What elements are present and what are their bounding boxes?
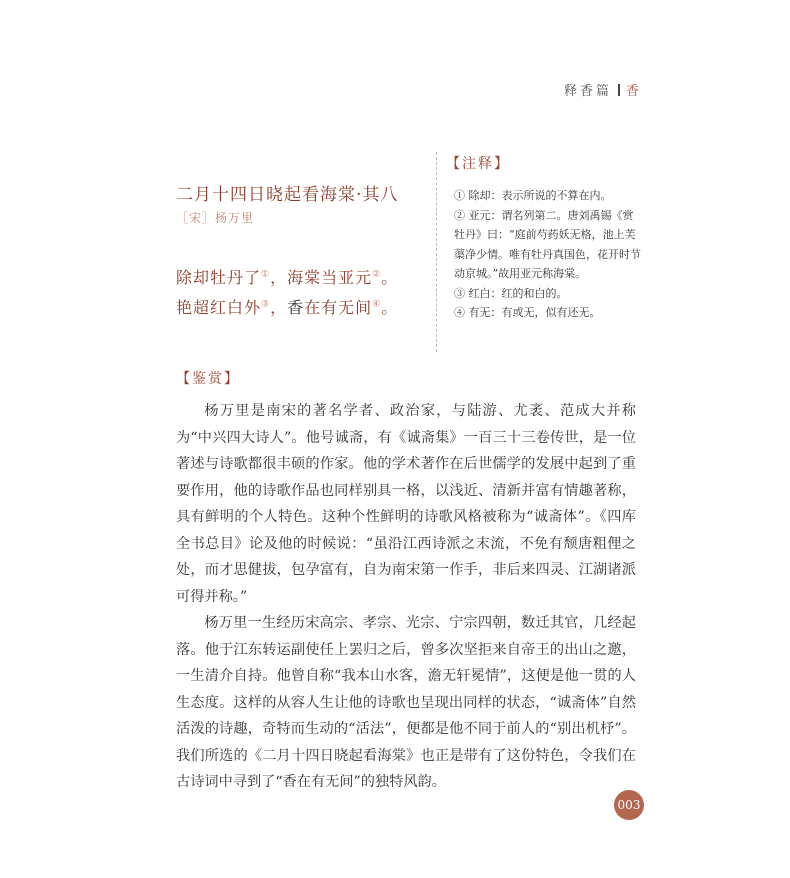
poem-text: 除却牡丹了 <box>176 268 262 287</box>
running-header <box>564 80 642 99</box>
poem-text: 艳超红白外 <box>176 298 262 317</box>
footnote-ref-4[interactable]: ④ <box>372 299 382 310</box>
note-item: ③ 红白：红的和白的。 <box>454 286 568 300</box>
poem-text: ，海棠当亚元 <box>270 268 373 287</box>
poem-text: 在有无间 <box>304 298 373 317</box>
poem-line-2 <box>176 295 398 318</box>
highlight-char: 香 <box>287 298 305 317</box>
footnote-ref-1[interactable]: ① <box>261 269 271 280</box>
body-paragraph: 杨万里是南宋的著名学者、政治家，与陆游、尤袤、范成大并称为“中兴四大诗人”。他号诚斋，有《诚斋集》一百三十三卷传世，是一位著述与诗歌都很丰硕的作家。他的学术著作在后世儒学的发展中起到了重要作用，他的诗歌作品也同样别具一格，以浅近、清新并富有情趣著称，具有鲜明的个人特色。这种个性鲜明的诗歌风格被称为“诚斋体”。《四库全书总目》论及他的时候说：“虽沿江西诗派之末流，不免有颓唐粗俚之处，而才思健拔，包孕富有，自为南宋第一作手，非后来四灵、江湖诸派可得并称。” <box>176 403 636 605</box>
appreciation-body <box>176 398 636 796</box>
poem-text: 。 <box>381 298 399 317</box>
header-separator <box>618 84 620 96</box>
appreciation-heading: 【鉴赏】 <box>176 371 240 387</box>
notes-heading: 【注释】 <box>446 156 510 172</box>
body-paragraph: 杨万里一生经历宋高宗、孝宗、光宗、宁宗四朝，数迁其官，几经起落。他于江东转运副使任上罢归之后，曾多次坚拒来自帝王的出山之邀，一生清介自持。他曾自称“我本山水客，澹无轩冕情”，这便是他一贯的人生态度。这样的从容人生让他的诗歌也呈现出同样的状态，“诚斋体”自然活泼的诗趣，奇特而生动的“活法”，便都是他不同于前人的“别出机杼”。我们所选的《二月十四日晓起看海棠》也正是带有了这份特色，令我们在古诗词中寻到了“香在有无间”的独特风韵。 <box>176 615 636 790</box>
dashed-divider <box>436 152 437 352</box>
page-number-badge: 003 <box>614 790 644 820</box>
section-accent: 香 <box>625 84 642 99</box>
poem-line-1 <box>176 265 398 288</box>
note-item: ④ 有无：有或无，似有还无。 <box>454 306 601 319</box>
note-item: ② 亚元：谓名列第二。唐刘禹锡《赏牡丹》曰：“庭前芍药妖无格，池上芙蕖净少情。唯有牡丹真国色，花开时节动京城。”故用亚元称海棠。 <box>454 208 641 280</box>
poem-title: 二月十四日晓起看海棠·其八 <box>176 185 399 205</box>
footnote-ref-2[interactable]: ② <box>372 269 382 280</box>
poem-text: ， <box>270 298 288 317</box>
note-item: ① 除却：表示所说的不算在内。 <box>454 189 612 202</box>
notes-list <box>454 186 644 323</box>
poem-text: 。 <box>381 268 399 287</box>
section-title: 释香篇 <box>563 84 612 99</box>
poem-author: ［宋］杨万里 <box>176 211 255 225</box>
footnote-ref-3[interactable]: ③ <box>261 299 271 310</box>
